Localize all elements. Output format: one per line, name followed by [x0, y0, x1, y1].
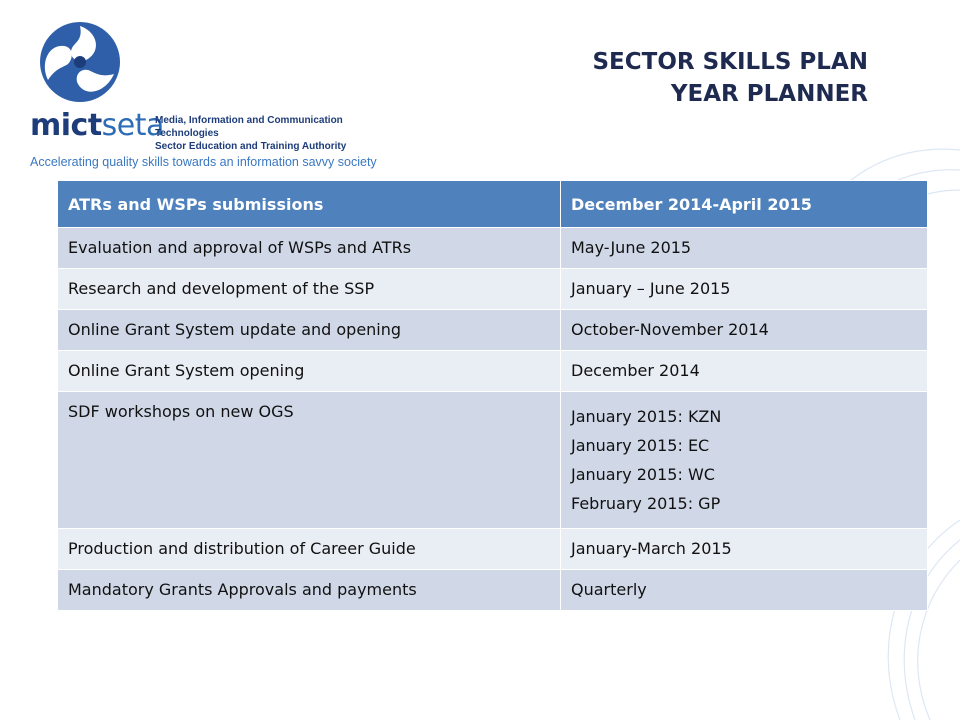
brand-wordmark-light: seta: [101, 108, 164, 143]
slide-title-line1: SECTOR SKILLS PLAN: [592, 49, 868, 75]
table-row: [58, 529, 928, 570]
activity-cell: SDF workshops on new OGS: [58, 392, 561, 529]
table-row: [58, 228, 928, 269]
activity-cell: Online Grant System update and opening: [58, 310, 561, 351]
activity-cell: Online Grant System opening: [58, 351, 561, 392]
timing-line: October-November 2014: [571, 320, 769, 339]
organization-name: [155, 114, 400, 153]
brand-wordmark-bold: mict: [30, 108, 102, 143]
table-row: [58, 269, 928, 310]
activity-cell: Research and development of the SSP: [58, 269, 561, 310]
timing-line: January – June 2015: [571, 279, 731, 298]
timing-line: December 2014: [571, 361, 700, 380]
organization-name-line1: Media, Information and Communication Technologies: [155, 115, 343, 139]
timing-cell: [561, 269, 928, 310]
timing-line: January 2015: KZN: [571, 407, 722, 426]
timing-cell: [561, 529, 928, 570]
organization-name-line2: Sector Education and Training Authority: [155, 141, 347, 152]
slide-title: [592, 46, 868, 110]
header-activity: ATRs and WSPs submissions: [58, 181, 561, 228]
mictseta-logo: [28, 18, 400, 170]
timing-cell: [561, 351, 928, 392]
timing-line: January 2015: WC: [571, 465, 715, 484]
activity-cell: Production and distribution of Career Guide: [58, 529, 561, 570]
table-header-row: [58, 181, 928, 228]
activity-cell: Evaluation and approval of WSPs and ATRs: [58, 228, 561, 269]
timing-cell: [561, 570, 928, 611]
header-timing: December 2014-April 2015: [561, 181, 928, 228]
activity-cell: Mandatory Grants Approvals and payments: [58, 570, 561, 611]
timing-line: Quarterly: [571, 580, 647, 599]
timing-line: January 2015: EC: [571, 436, 710, 455]
table-row: [58, 570, 928, 611]
table-row: [58, 310, 928, 351]
timing-line: January-March 2015: [571, 539, 732, 558]
mictseta-swirl-emblem: [28, 18, 128, 106]
timing-line: February 2015: GP: [571, 494, 721, 513]
timing-cell: [561, 392, 928, 529]
slide-title-line2: YEAR PLANNER: [670, 81, 868, 107]
table-row: [58, 392, 928, 529]
brand-wordmark: [30, 110, 164, 142]
timing-cell: [561, 310, 928, 351]
year-planner-table: [57, 180, 928, 611]
timing-line: May-June 2015: [571, 238, 692, 257]
table-row: [58, 351, 928, 392]
logo-tagline: Accelerating quality skills towards an information savvy society: [30, 155, 377, 169]
timing-cell: [561, 228, 928, 269]
table-body: [58, 228, 928, 611]
